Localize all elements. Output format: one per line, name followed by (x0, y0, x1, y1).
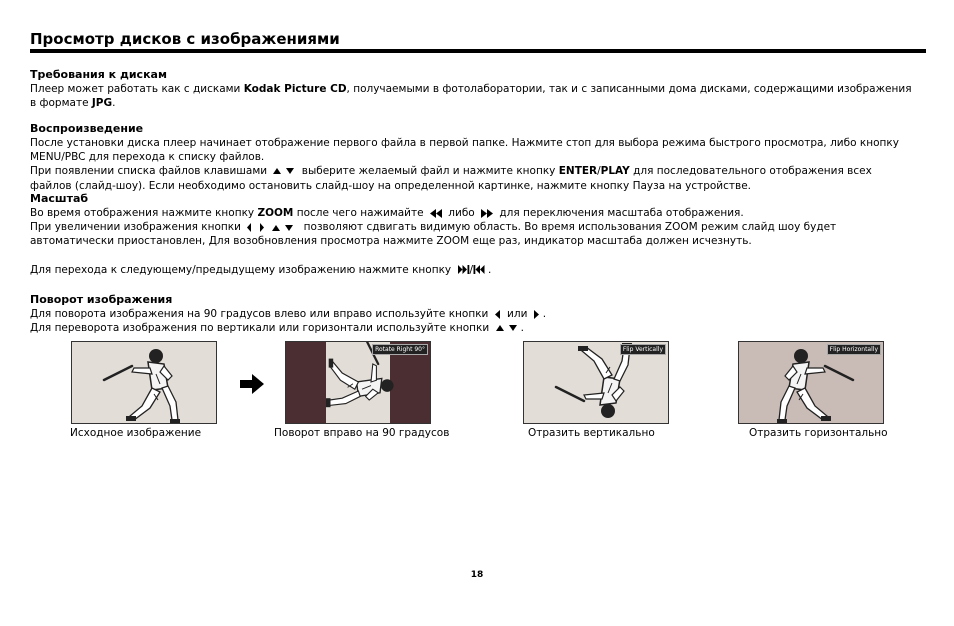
text: MENU/PBC для перехода к списку файлов. (30, 151, 265, 164)
section-zoom (30, 192, 930, 277)
text-jpg: JPG (91, 97, 113, 110)
text: либо (448, 207, 475, 219)
paragraph-zoom (30, 206, 930, 249)
text: Для перехода к следующему/предыдущему изображению нажмите кнопку (30, 263, 452, 276)
badge-rotate-right: Rotate Right 90° (372, 344, 428, 355)
right-arrow-icon (534, 310, 540, 319)
heading-rotation: Поворот изображения (30, 293, 173, 306)
text: При увеличении изображения кнопки (30, 221, 241, 234)
text: . (542, 308, 547, 320)
caption-original: Исходное изображение (70, 427, 202, 439)
page-number: 18 (470, 570, 484, 580)
text: / (469, 263, 474, 276)
image-original (71, 341, 217, 424)
text: Во время отображения нажмите кнопку (30, 207, 258, 219)
up-down-arrows-icon (273, 167, 295, 175)
badge-flip-vertical: Flip Vertically (620, 344, 666, 355)
previous-track-icon (473, 265, 485, 274)
image-flip-vertical (523, 341, 669, 424)
text: позволяют сдвигать видимую область. Во время использования ZOOM режим слайд шоу будет (303, 221, 837, 234)
badge-flip-horizontal: Flip Horizontally (827, 344, 881, 355)
text: выберите желаемый файл и нажмите кнопку (301, 165, 559, 178)
text: / (597, 165, 601, 178)
rewind-icon (430, 209, 442, 218)
section-disc-requirements (30, 68, 930, 110)
text: Плеер может работать как с дисками (30, 83, 244, 95)
caption-flip-horizontal: Отразить горизонтально (749, 427, 888, 439)
text: Для переворота изображения по вертикали или горизонтали используйте кнопки (30, 322, 490, 335)
text: для последовательного отображения всех (629, 165, 872, 178)
text-play: PLAY (600, 165, 630, 178)
heading-playback: Воспроизведение (30, 122, 144, 135)
big-right-arrow-icon (240, 374, 264, 394)
text: в формате (30, 97, 92, 110)
section-playback (30, 122, 930, 193)
title-rule (30, 49, 926, 53)
text: после чего нажимайте (293, 207, 424, 219)
fast-forward-icon (481, 209, 493, 218)
image-rotate-right (285, 341, 431, 424)
direction-arrows-icon (247, 223, 297, 232)
up-down-arrows-icon (496, 324, 518, 332)
section-rotation (30, 293, 930, 335)
text: или (507, 308, 528, 320)
text: При появлении списка файлов клавишами (30, 165, 268, 178)
text: . (520, 322, 524, 335)
paragraph-playback (30, 136, 930, 193)
text: автоматически приостановлен, Для возобновления просмотра нажмите ZOOM еще раз, индикатор масштаба должен исчезнуть. (30, 235, 752, 248)
left-arrow-icon (495, 310, 501, 319)
image-flip-horizontal (738, 341, 884, 424)
next-track-icon (458, 265, 470, 274)
text: . (112, 97, 116, 110)
text: для переключения масштаба отображения. (499, 207, 744, 219)
caption-rotate-right: Поворот вправо на 90 градусов (274, 427, 450, 439)
text: После установки диска плеер начинает отображение первого файла в первой папке. Нажмите стоп для выбора режима быстрого просмотра, либо кнопку (30, 137, 899, 149)
text: файлов (слайд-шоу). Если необходимо остановить слайд-шоу на определенной картинке, нажмите кнопку Пауза на устройстве. (30, 179, 751, 192)
text-kodak: Kodak Picture CD (243, 83, 347, 95)
heading-zoom: Масштаб (30, 192, 89, 205)
heading-disc-requirements: Требования к дискам (30, 68, 167, 81)
text: Для поворота изображения на 90 градусов влево или вправо используйте кнопки (30, 308, 489, 320)
paragraph-rotation (30, 307, 930, 335)
text-zoom: ZOOM (257, 207, 294, 219)
text-enter: ENTER (558, 165, 598, 178)
text: . (488, 263, 492, 276)
batter-image (72, 342, 217, 424)
text: , получаемыми в фотолаборатории, так и с записанными дома дисками, содержащими изображения (346, 83, 912, 95)
page-title: Просмотр дисков с изображениями (30, 30, 340, 48)
paragraph-disc-requirements (30, 82, 930, 110)
caption-flip-vertical: Отразить вертикально (528, 427, 655, 439)
